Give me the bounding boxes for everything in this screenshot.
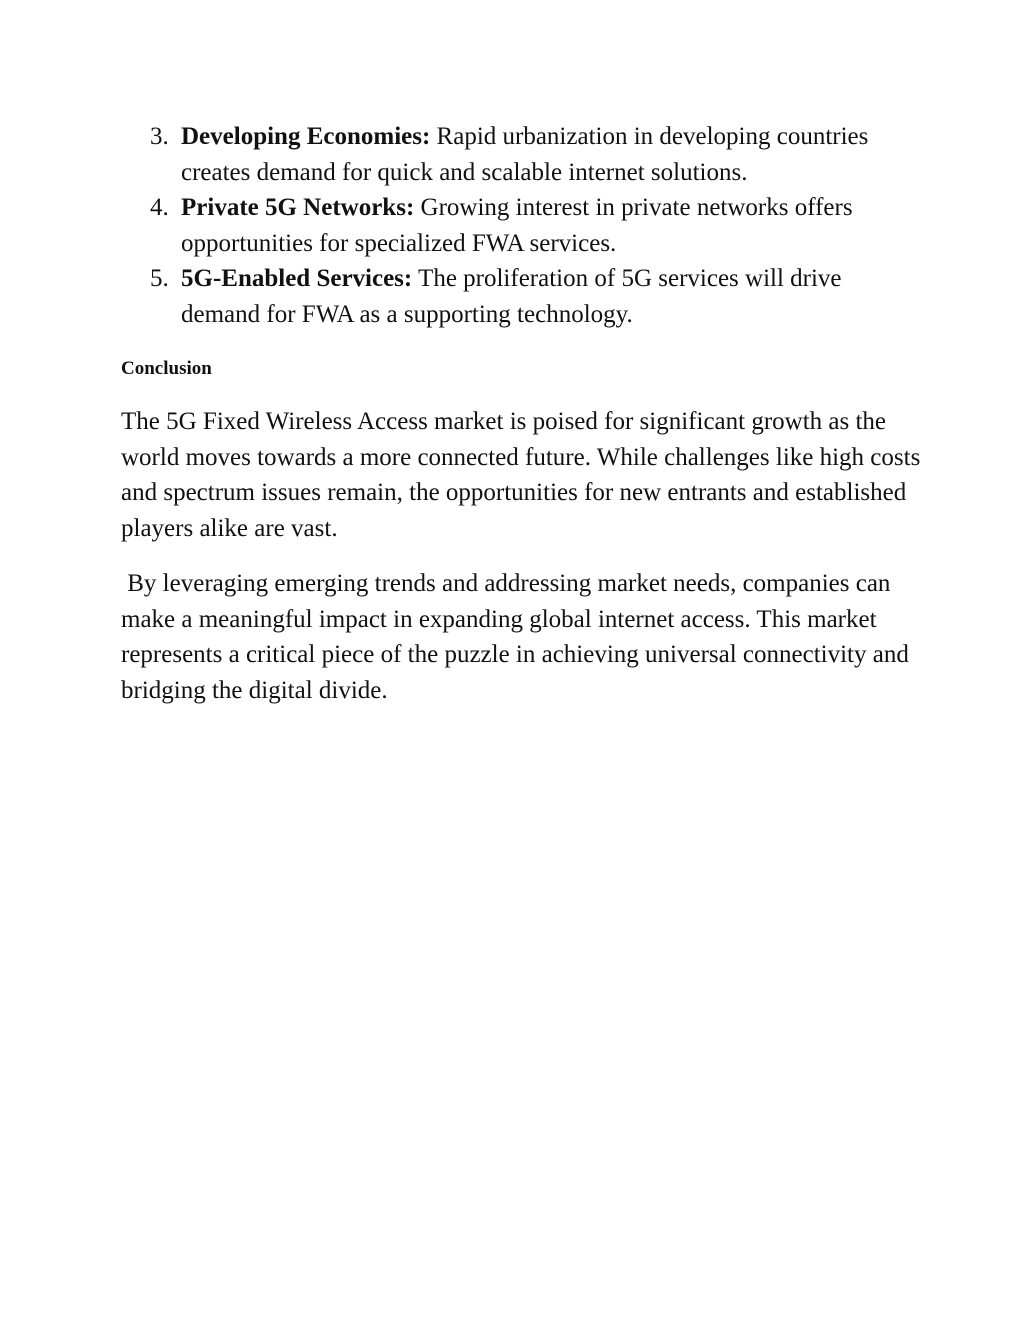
list-item-lead: Private 5G Networks:	[181, 194, 415, 221]
conclusion-paragraph: By leveraging emerging trends and addressing market needs, companies can make a meaningful impact in expanding global internet access. This market represents a critical piece of the puzzle in achieving universal connectivity and bridging the digital divide.	[121, 570, 916, 704]
list-item-lead: Developing Economies:	[181, 123, 431, 150]
conclusion-heading: Conclusion	[121, 358, 212, 379]
list-item	[0, 261, 911, 332]
opportunities-list	[0, 119, 1024, 332]
list-item-number: 4.	[150, 194, 169, 221]
conclusion-paragraph: The 5G Fixed Wireless Access market is poised for significant growth as the world moves towards a more connected future. While challenges like high costs and spectrum issues remain, the opportunities for new entrants and established players alike are vast.	[121, 408, 921, 542]
list-item-number: 3.	[150, 123, 169, 150]
list-item	[0, 119, 911, 190]
list-item-number: 5.	[150, 265, 169, 292]
list-item	[0, 190, 911, 261]
list-item-text: Growing interest in private networks offers opportunities for specialized FWA services.	[181, 194, 853, 257]
list-item-text: Rapid urbanization in developing countries creates demand for quick and scalable internet solutions.	[181, 123, 869, 186]
list-item-text: The proliferation of 5G services will drive demand for FWA as a supporting technology.	[181, 265, 842, 328]
list-item-lead: 5G-Enabled Services:	[181, 265, 413, 292]
